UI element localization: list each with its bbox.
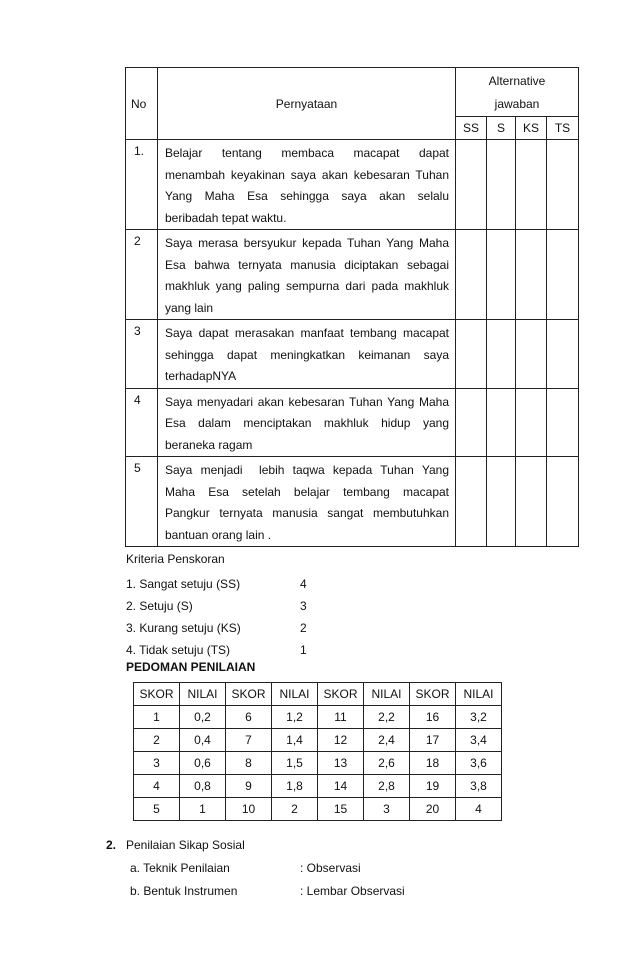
statement-line: Belajar tentang membaca macapat dapat: [165, 146, 449, 160]
statement-line: Esa dalam menciptakan makhluk hidup yang: [165, 416, 449, 430]
pedoman-row: [134, 775, 502, 798]
pedoman-cell: 5: [134, 798, 180, 821]
header-option-ss: SS: [456, 117, 487, 140]
pedoman-cell: 3,6: [456, 752, 502, 775]
criteria-label: 1. Sangat setuju (SS): [126, 577, 241, 591]
statement-line: makhluk yang paling sempurna dari pada makhluk: [165, 279, 449, 293]
section2-number: 2.: [106, 838, 117, 852]
header-option-ts: TS: [547, 117, 579, 140]
pedoman-cell: 14: [318, 775, 364, 798]
header-option-s: S: [487, 117, 516, 140]
pedoman-cell: 0,8: [180, 775, 226, 798]
pedoman-cell: 11: [318, 706, 364, 729]
statement-row-1: [126, 140, 579, 230]
answer-cell-s[interactable]: [487, 230, 516, 320]
pedoman-cell: 8: [226, 752, 272, 775]
statement-line: Maha Esa setelah belajar tembang macapat: [165, 484, 449, 499]
statement-line: Saya menjadi lebih taqwa kepada Tuhan Yang: [165, 463, 449, 477]
statement-line: beraneka ragam: [165, 437, 253, 452]
pedoman-header: NILAI: [364, 683, 410, 706]
section2-item-label: b. Bentuk Instrumen: [130, 884, 238, 898]
pedoman-cell: 1,8: [272, 775, 318, 798]
answer-cell-ss[interactable]: [456, 140, 487, 230]
answer-cell-ss[interactable]: [456, 388, 487, 457]
row-number: 1.: [126, 140, 158, 230]
answer-cell-ks[interactable]: [516, 320, 547, 389]
statement-line: Saya dapat merasakan manfaat tembang macapat: [165, 326, 449, 340]
pedoman-cell: 0,6: [180, 752, 226, 775]
pedoman-cell: 12: [318, 729, 364, 752]
statement-line: Saya merasa bersyukur kepada Tuhan Yang Maha: [165, 236, 449, 250]
statement-row-5: [126, 457, 579, 547]
row-number: 5: [126, 457, 158, 547]
pedoman-row: [134, 706, 502, 729]
pedoman-cell: 0,2: [180, 706, 226, 729]
pedoman-cell: 13: [318, 752, 364, 775]
section2-title: Penilaian Sikap Sosial: [126, 838, 245, 852]
header-alternative-line2: jawaban: [494, 97, 540, 111]
statement-line: terhadapNYA: [165, 369, 237, 383]
pedoman-cell: 2,6: [364, 752, 410, 775]
statement-text: [158, 388, 456, 457]
pedoman-header-row: [134, 683, 502, 706]
pedoman-cell: 2,2: [364, 706, 410, 729]
pedoman-cell: 2,8: [364, 775, 410, 798]
answer-cell-ks[interactable]: [516, 388, 547, 457]
answer-cell-ss[interactable]: [456, 320, 487, 389]
pedoman-cell: 4: [134, 775, 180, 798]
answer-cell-s[interactable]: [487, 388, 516, 457]
statement-row-4: [126, 388, 579, 457]
pedoman-cell: 1,2: [272, 706, 318, 729]
pedoman-cell: 1,5: [272, 752, 318, 775]
pedoman-cell: 1: [180, 798, 226, 821]
pedoman-cell: 17: [410, 729, 456, 752]
statement-text: [158, 320, 456, 389]
pedoman-cell: 10: [226, 798, 272, 821]
answer-cell-ts[interactable]: [547, 140, 579, 230]
pedoman-cell: 19: [410, 775, 456, 798]
pedoman-row: [134, 752, 502, 775]
pedoman-header: NILAI: [180, 683, 226, 706]
pedoman-cell: 15: [318, 798, 364, 821]
answer-cell-ks[interactable]: [516, 230, 547, 320]
statement-text: [158, 457, 456, 547]
pedoman-cell: 2: [272, 798, 318, 821]
statement-text: [158, 140, 456, 230]
row-number: 4: [126, 388, 158, 457]
criteria-score: 4: [300, 577, 307, 591]
pedoman-header: SKOR: [318, 683, 364, 706]
answer-cell-s[interactable]: [487, 320, 516, 389]
criteria-label: 3. Kurang setuju (KS): [126, 621, 241, 635]
statement-line: sehingga dapat meningkatkan keimanan saya: [165, 347, 449, 362]
pedoman-cell: 18: [410, 752, 456, 775]
row-number: 2: [126, 230, 158, 320]
answer-cell-ks[interactable]: [516, 457, 547, 547]
statement-line: menambah keyakinan saya akan kebesaran Tuhan: [165, 167, 449, 182]
pedoman-cell: 0,4: [180, 729, 226, 752]
pedoman-cell: 3,2: [456, 706, 502, 729]
statement-line: yang lain: [165, 300, 214, 315]
statement-line: Pangkur ternyata manusia sangat membutuhkan: [165, 506, 449, 520]
pedoman-cell: 1,4: [272, 729, 318, 752]
pedoman-cell: 3,8: [456, 775, 502, 798]
header-no: No: [126, 68, 158, 140]
criteria-label: 2. Setuju (S): [126, 599, 193, 613]
pedoman-cell: 16: [410, 706, 456, 729]
pedoman-header: SKOR: [410, 683, 456, 706]
statement-row-2: [126, 230, 579, 320]
pedoman-cell: 9: [226, 775, 272, 798]
statement-line: bantuan orang lain .: [165, 527, 272, 542]
pedoman-cell: 20: [410, 798, 456, 821]
pedoman-cell: 7: [226, 729, 272, 752]
criteria-score: 3: [300, 599, 307, 613]
statement-line: beribadah tepat waktu.: [165, 210, 287, 225]
criteria-title: Kriteria Penskoran: [126, 552, 225, 566]
pedoman-cell: 4: [456, 798, 502, 821]
pedoman-table: [133, 682, 502, 821]
statement-text: [158, 230, 456, 320]
header-statement: Pernyataan: [158, 68, 456, 140]
answer-cell-ts[interactable]: [547, 388, 579, 457]
criteria-score: 2: [300, 621, 307, 635]
pedoman-header: SKOR: [134, 683, 180, 706]
statement-line: Yang Maha Esa sehingga saya akan selalu: [165, 189, 449, 203]
statement-row-3: [126, 320, 579, 389]
answer-cell-ts[interactable]: [547, 320, 579, 389]
pedoman-cell: 3: [364, 798, 410, 821]
pedoman-cell: 1: [134, 706, 180, 729]
section2-item-label: a. Teknik Penilaian: [130, 861, 230, 875]
criteria-score: 1: [300, 643, 307, 657]
pedoman-header: NILAI: [272, 683, 318, 706]
answer-cell-ss[interactable]: [456, 457, 487, 547]
pedoman-cell: 2: [134, 729, 180, 752]
pedoman-header: SKOR: [226, 683, 272, 706]
pedoman-header: NILAI: [456, 683, 502, 706]
pedoman-cell: 3: [134, 752, 180, 775]
pedoman-cell: 6: [226, 706, 272, 729]
answer-cell-ts[interactable]: [547, 230, 579, 320]
questionnaire-table: [125, 67, 579, 547]
answer-cell-ts[interactable]: [547, 457, 579, 547]
statement-line: Saya menyadari akan kebesaran Tuhan Yang Maha: [165, 394, 449, 409]
statement-line: Esa bahwa ternyata manusia diciptakan sebagai: [165, 257, 449, 272]
pedoman-cell: 3,4: [456, 729, 502, 752]
header-option-ks: KS: [516, 117, 547, 140]
section2-item-value: : Observasi: [300, 861, 361, 875]
answer-cell-s[interactable]: [487, 457, 516, 547]
pedoman-row: [134, 798, 502, 821]
pedoman-title: PEDOMAN PENILAIAN: [126, 660, 256, 674]
criteria-label: 4. Tidak setuju (TS): [126, 643, 231, 657]
answer-cell-ks[interactable]: [516, 140, 547, 230]
header-alternative-line1: Alternative: [488, 74, 546, 88]
section2-item-value: : Lembar Observasi: [300, 884, 405, 898]
pedoman-row: [134, 729, 502, 752]
row-number: 3: [126, 320, 158, 389]
answer-cell-s[interactable]: [487, 140, 516, 230]
pedoman-cell: 2,4: [364, 729, 410, 752]
answer-cell-ss[interactable]: [456, 230, 487, 320]
header-alternative: [456, 68, 579, 117]
